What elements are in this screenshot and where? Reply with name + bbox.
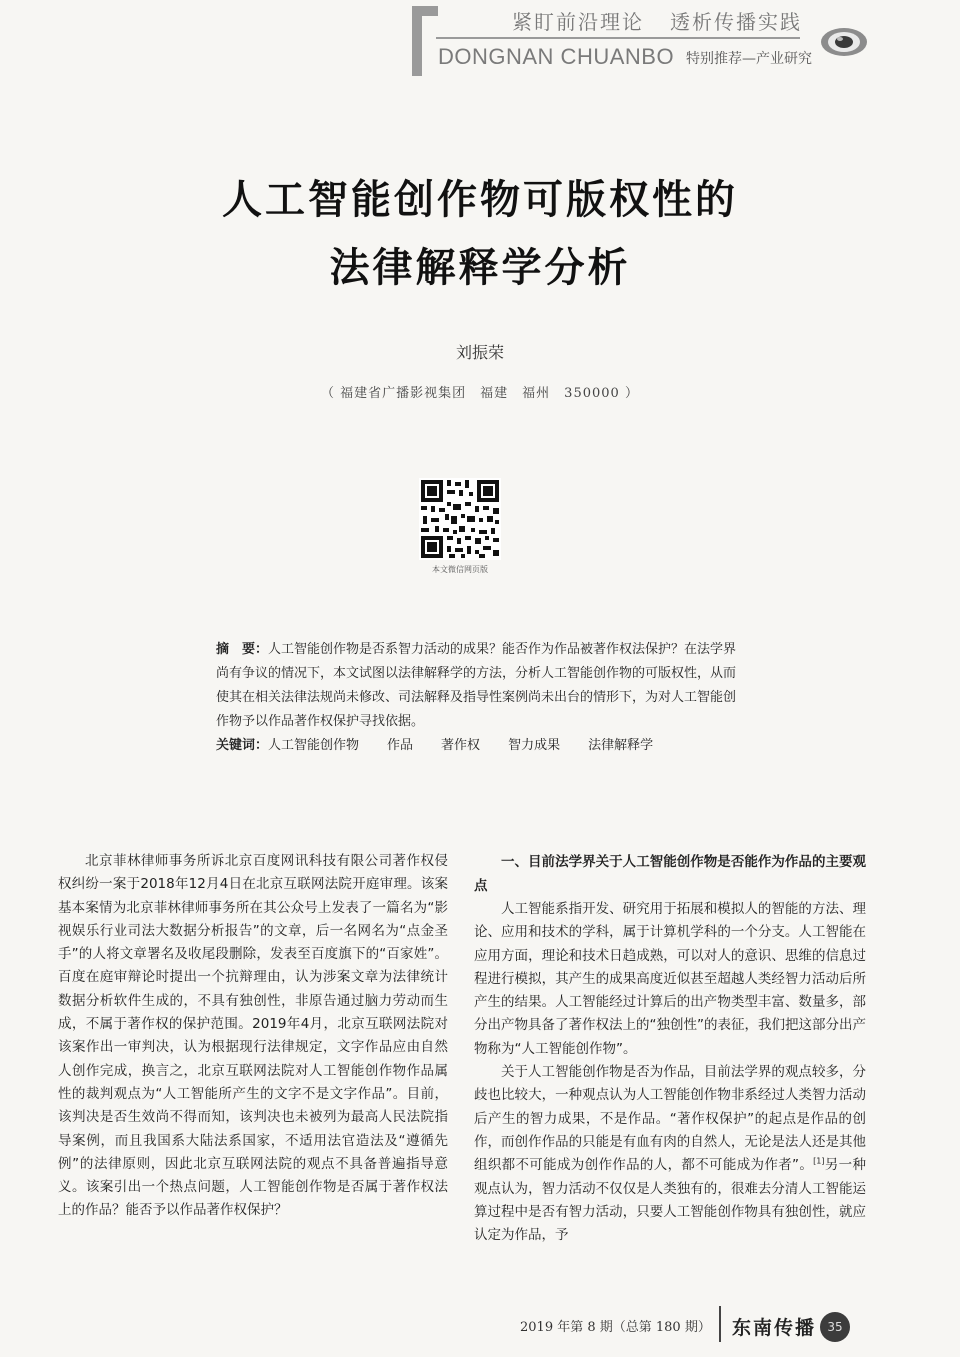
- qr-code-icon[interactable]: [419, 478, 501, 560]
- header-bracket: [412, 6, 438, 76]
- article-title-line1: 人工智能创作物可版权性的: [222, 177, 738, 223]
- qr-caption: 本文微信网页版: [432, 565, 488, 574]
- citation-ref[interactable]: [1]: [813, 1156, 825, 1166]
- header-slogan: [512, 6, 828, 35]
- body-text: 另一种观点认为，智力活动不仅仅是人类独有的，很难去分清人工智能运算过程中是否有智力活动，只要人工智能创作物具有独创性，就应认定为作品，予: [474, 1157, 866, 1244]
- journal-name-en: DONGNAN CHUANBO: [438, 44, 675, 69]
- issue-info: 2019 年第 8 期（总第 180 期）: [520, 1320, 711, 1335]
- section-heading: 一、目前法学界关于人工智能创作物是否能作为作品的主要观点: [474, 854, 866, 894]
- keyword: 法律解释学: [588, 738, 654, 753]
- body-paragraph: [474, 1061, 866, 1247]
- affiliation: （ 福建省广播影视集团 福建 福州 350000 ）: [321, 386, 639, 401]
- abstract-label: 摘 要：: [216, 642, 269, 657]
- journal-name-cn: 东南传播: [732, 1317, 817, 1339]
- header-rule: [436, 37, 800, 39]
- article-title-line2: 法律解释学分析: [329, 245, 631, 291]
- section-label: 特别推荐—产业研究: [686, 51, 812, 67]
- keywords-label: 关键词：: [216, 738, 269, 753]
- body-paragraph: 北京菲林律师事务所诉北京百度网讯科技有限公司著作权侵权纠纷一案于2018年12月4日在北京互联网法院开庭审理。该案基本案情为北京菲林律师事务所在其公众号上发表了一篇名为“影视娱乐行业司法大数据分析报告”的文章，后一名网名为“点金圣手”的人将文章署名及收尾段删除，发表至百度旗下的“百家姓”。百度在庭审辩论时提出一个抗辩理由，认为涉案文章为法律统计数据分析软件生成的，不具有独创性，非原告通过脑力劳动而生成，不属于著作权的保护范围。2019年4月，北京互联网法院对该案作出一审判决，认为根据现行法律规定，文字作品应由自然人创作完成，换言之，北京互联网法院对人工智能创作物作品属性的裁判观点为“人工智能所产生的文字不是文字作品”。目前，该判决是否生效尚不得而知，该判决也未被列为最高人民法院指导案例，而且我国系大陆法系国家，不适用法官造法及“遵循先例”的法律原则，因此北京互联网法院的观点不具备普遍指导意义。该案引出一个热点问题，人工智能创作物是否属于著作权法上的作品？能否予以作品著作权保护？: [58, 853, 448, 1219]
- author: 刘振荣: [455, 343, 504, 362]
- body-paragraph: 人工智能系指开发、研究用于拓展和模拟人的智能的方法、理论、应用和技术的学科，属于计算机学科的一个分支。人工智能在应用方面，理论和技术日趋成熟，可以对人的意识、思维的信息过程进行模拟，其产生的成果高度近似甚至超越人类经智力活动后所产生的结果。人工智能经过计算后的出产物类型丰富、数量多，部分出产物具备了著作权法上的“独创性”的表征，我们把这部分出产物称为“人工智能创作物”。: [474, 901, 866, 1057]
- abstract-text: 人工智能创作物是否系智力活动的成果？能否作为作品被著作权法保护？在法学界尚有争议的情况下，本文试图以法律解释学的方法，分析人工智能创作物的可版权性，从而使其在相关法律法规尚未修改、司法解释及指导性案例尚未出台的情形下，为对人工智能创作物予以作品著作权保护寻找依据。: [216, 642, 737, 729]
- body-left-column: [58, 850, 448, 1223]
- body-right-column: [474, 850, 866, 1247]
- keyword: 智力成果: [508, 738, 561, 753]
- header-slogan-right: 透析传播实践: [670, 10, 802, 34]
- keyword: 著作权: [441, 738, 481, 753]
- journal-logo-icon: [820, 26, 868, 58]
- page-number: 35: [820, 1312, 850, 1342]
- footer-divider: [719, 1306, 721, 1342]
- header-slogan-left: 紧盯前沿理论: [512, 10, 644, 34]
- body-text: 关于人工智能创作物是否为作品，目前法学界的观点较多，分歧也比较大，一种观点认为人工智能创作物非系经过人类智力活动后产生的智力成果，不是作品。“著作权保护”的起点是作品的创作，而创作作品的只能是有血有肉的自然人，无论是法人还是其他组织都不可能成为创作作品的人，都不可能成为作者”。: [474, 1064, 866, 1174]
- keywords: [216, 734, 681, 753]
- keyword: 作品: [387, 738, 414, 753]
- keyword: 人工智能创作物: [268, 738, 360, 753]
- abstract: [186, 638, 746, 734]
